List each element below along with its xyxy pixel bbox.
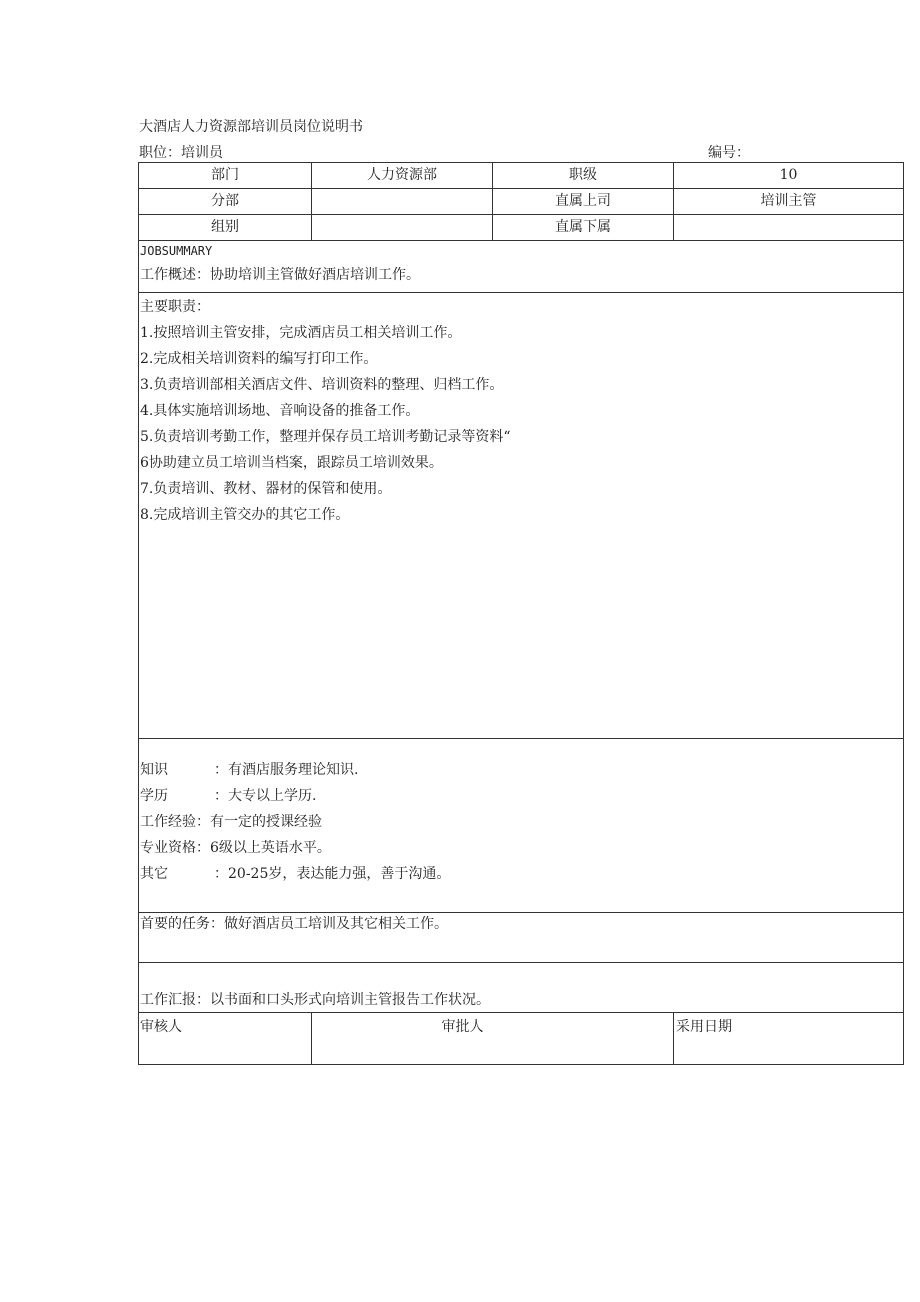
grade-label: 职级: [493, 163, 674, 188]
info-row-group: [139, 215, 903, 241]
document-title: 大酒店人力资源部培训员岗位说明书: [139, 119, 363, 135]
report-text: 工作汇报：以书面和口头形式向培训主管报告工作状况。: [140, 992, 490, 1008]
qualification-value: ：大专以上学历.: [214, 788, 317, 804]
position-line: 职位：培训员: [139, 145, 223, 161]
qualification-value: ：20-25岁，表达能力强，善于沟通。: [214, 866, 451, 882]
report-section: [139, 963, 903, 1013]
job-summary-heading: JOBSUMMARY: [140, 244, 213, 258]
signature-row: [139, 1013, 903, 1065]
approver-cell: 审批人: [312, 1013, 674, 1064]
qualification-professional: [140, 835, 903, 861]
supervisor-value: 培训主管: [760, 193, 817, 209]
reviewer-cell: 审核人: [139, 1013, 312, 1064]
qualification-label: 学历: [140, 788, 168, 804]
qualification-other: [140, 861, 903, 887]
job-description-table: [138, 162, 904, 1065]
grade-value: 10: [779, 167, 798, 183]
qualification-label: 专业资格: [140, 840, 196, 856]
primary-task-section: [139, 913, 903, 963]
qualification-experience: [140, 809, 903, 835]
job-summary-section: [139, 243, 903, 293]
department-value: 人力资源部: [312, 163, 493, 188]
duty-item: 4.具体实施培训场地、音响设备的推备工作。: [140, 403, 420, 419]
qualification-label: 其它: [140, 866, 168, 882]
info-row-department: [139, 163, 903, 189]
qualification-value: ：有酒店服务理论知识.: [214, 762, 359, 778]
duties-section: [139, 293, 903, 739]
duty-item: 3.负责培训部相关酒店文件、培训资料的整理、归档工作。: [140, 377, 504, 393]
duty-item: 8.完成培训主管交办的其它工作。: [140, 507, 350, 523]
qualification-value: ：有一定的授课经验: [196, 814, 322, 830]
adoption-date-cell: 采用日期: [676, 1019, 732, 1035]
duty-item: 2.完成相关培训资料的编写打印工作。: [140, 351, 378, 367]
info-row-division: [139, 189, 903, 215]
department-label: 部门: [139, 163, 312, 188]
division-value: [312, 189, 493, 214]
duty-item: 6协助建立员工培训当档案，跟踪员工培训效果。: [140, 455, 443, 471]
duties-heading: 主要职责：: [140, 299, 210, 315]
job-summary-text: 工作概述：协助培训主管做好酒店培训工作。: [140, 267, 420, 283]
division-label: 分部: [139, 189, 312, 214]
qualification-education: [140, 783, 903, 809]
group-value: [312, 215, 493, 240]
group-label: 组别: [139, 215, 312, 240]
qualification-label: 知识: [140, 762, 168, 778]
document-number-label: 编号：: [708, 145, 750, 161]
primary-task-text: 首要的任务：做好酒店员工培训及其它相关工作。: [140, 916, 448, 932]
subordinate-value: [674, 215, 903, 240]
duty-item: 5.负责培训考勤工作，整理并保存员工培训考勤记录等资料“: [140, 429, 511, 445]
duty-item: 1.按照培训主管安排，完成酒店员工相关培训工作。: [140, 325, 462, 341]
qualification-value: ：6级以上英语水平。: [196, 840, 331, 856]
subordinate-label: 直属下属: [493, 215, 674, 240]
duty-item: 7.负责培训、教材、器材的保管和使用。: [140, 481, 392, 497]
qualification-knowledge: [140, 757, 903, 783]
supervisor-label: 直属上司: [493, 189, 674, 214]
qualification-label: 工作经验: [140, 814, 196, 830]
qualifications-section: [139, 739, 903, 913]
